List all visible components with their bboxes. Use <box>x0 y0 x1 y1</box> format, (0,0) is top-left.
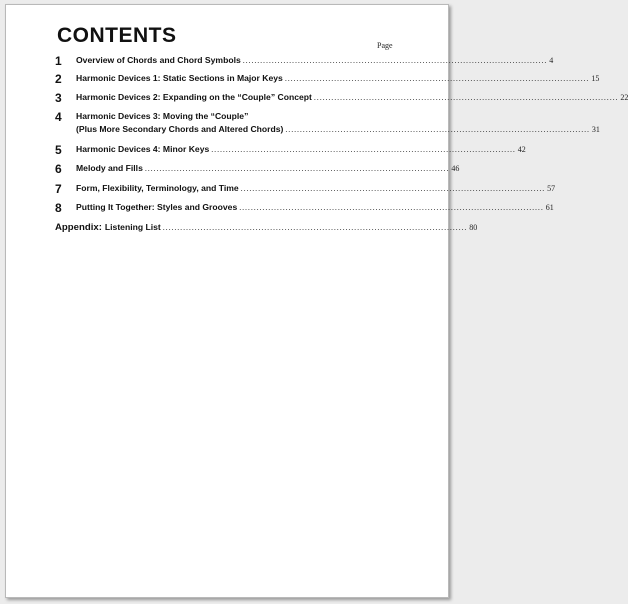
page-number: 80 <box>469 223 478 232</box>
chapter-title: Form, Flexibility, Terminology, and Time <box>76 183 239 193</box>
dot-leader: ......................................................................................................... <box>162 223 468 232</box>
chapter-title: Overview of Chords and Chord Symbols <box>76 55 241 65</box>
page-number: 31 <box>591 125 600 134</box>
chapter-title: Harmonic Devices 4: Minor Keys <box>76 144 210 154</box>
chapter-number: 2 <box>55 72 62 86</box>
chapter-title: Putting It Together: Styles and Grooves <box>76 202 238 212</box>
dot-leader: ......................................................................................................... <box>240 184 546 193</box>
chapter-number: 7 <box>55 182 62 196</box>
chapter-number: 6 <box>55 162 62 176</box>
page-number: 57 <box>547 184 556 193</box>
page-number: 4 <box>549 56 554 65</box>
appendix-label: Appendix: <box>55 222 102 233</box>
dot-leader: ......................................................................................................... <box>144 164 450 173</box>
dot-leader: ......................................................................................................... <box>211 145 516 154</box>
page-number: 22 <box>620 93 628 102</box>
document-page <box>5 4 628 598</box>
chapter-title: Harmonic Devices 2: Expanding on the “Couple” Concept <box>76 92 312 102</box>
chapter-number: 8 <box>55 201 62 215</box>
dot-leader: ......................................................................................................... <box>285 125 590 134</box>
chapter-subtitle: (Plus More Secondary Chords and Altered Chords) <box>76 124 284 134</box>
chapter-number: 4 <box>55 110 62 124</box>
dot-leader: ......................................................................................................... <box>313 93 619 102</box>
appendix-title: Listening List <box>104 222 161 232</box>
dot-leader: ......................................................................................................... <box>239 203 544 212</box>
dot-leader: ......................................................................................................... <box>242 56 548 65</box>
chapter-title: Harmonic Devices 3: Moving the “Couple” <box>76 111 249 121</box>
page-number: 15 <box>591 74 600 83</box>
page-number: 42 <box>517 145 526 154</box>
chapter-title: Melody and Fills <box>76 163 143 173</box>
page-number: 61 <box>545 203 554 212</box>
chapter-number: 3 <box>55 91 62 105</box>
dot-leader: ......................................................................................................... <box>284 74 590 83</box>
page-number: 46 <box>451 164 460 173</box>
page-title: CONTENTS <box>57 24 177 47</box>
page-column-label: Page <box>377 41 393 50</box>
chapter-title: Harmonic Devices 1: Static Sections in Major Keys <box>76 73 283 83</box>
chapter-number: 1 <box>55 54 62 68</box>
chapter-number: 5 <box>55 143 62 157</box>
